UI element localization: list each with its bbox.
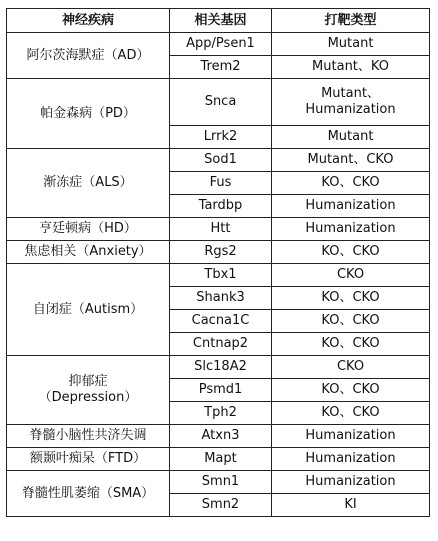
disease-cell: 额颞叶痴呆（FTD） [7, 448, 170, 471]
model-type-cell: KO、CKO [272, 310, 430, 333]
table-row [7, 218, 430, 241]
gene-cell: Smn2 [170, 494, 272, 517]
disease-cell: 渐冻症（ALS） [7, 149, 170, 218]
model-type-cell: CKO [272, 356, 430, 379]
disease-cell: 亨廷顿病（HD） [7, 218, 170, 241]
gene-cell: Shank3 [170, 287, 272, 310]
model-type-cell: KO、CKO [272, 287, 430, 310]
model-type-cell: Mutant、KO [272, 56, 430, 79]
model-type-cell: Humanization [272, 448, 430, 471]
model-type-cell: Humanization [272, 195, 430, 218]
header-row [7, 9, 430, 33]
model-type-cell: Mutant [272, 33, 430, 56]
table-row [7, 471, 430, 494]
table-row [7, 33, 430, 56]
model-type-cell: Humanization [272, 425, 430, 448]
gene-cell: Tardbp [170, 195, 272, 218]
model-type-cell: KO、CKO [272, 402, 430, 425]
gene-cell: Fus [170, 172, 272, 195]
table-row [7, 241, 430, 264]
gene-cell: Tbx1 [170, 264, 272, 287]
gene-cell: Rgs2 [170, 241, 272, 264]
table-row [7, 149, 430, 172]
table-row [7, 79, 430, 126]
gene-cell: Htt [170, 218, 272, 241]
model-type-cell: KO、CKO [272, 241, 430, 264]
disease-cell: 脊髓性肌萎缩（SMA） [7, 471, 170, 517]
table-row [7, 264, 430, 287]
header-model-type: 打靶类型 [272, 9, 430, 33]
disease-cell: 帕金森病（PD） [7, 79, 170, 149]
table-body [7, 33, 430, 517]
table-row [7, 425, 430, 448]
gene-cell: Slc18A2 [170, 356, 272, 379]
gene-cell: Snca [170, 79, 272, 126]
model-type-cell: Mutant [272, 126, 430, 149]
model-type-cell: KO、CKO [272, 379, 430, 402]
header-gene: 相关基因 [170, 9, 272, 33]
model-type-cell: KI [272, 494, 430, 517]
disease-cell: 抑郁症 （Depression） [7, 356, 170, 425]
disease-cell: 焦虑相关（Anxiety） [7, 241, 170, 264]
disease-cell: 脊髓小脑性共济失调 [7, 425, 170, 448]
gene-cell: App/Psen1 [170, 33, 272, 56]
gene-cell: Psmd1 [170, 379, 272, 402]
table-row [7, 356, 430, 379]
gene-cell: Lrrk2 [170, 126, 272, 149]
gene-cell: Sod1 [170, 149, 272, 172]
gene-cell: Cntnap2 [170, 333, 272, 356]
gene-cell: Cacna1C [170, 310, 272, 333]
model-type-cell: Mutant、CKO [272, 149, 430, 172]
table-row [7, 448, 430, 471]
model-type-cell: Humanization [272, 218, 430, 241]
disease-gene-table [6, 8, 430, 517]
gene-cell: Smn1 [170, 471, 272, 494]
gene-cell: Mapt [170, 448, 272, 471]
model-type-cell: CKO [272, 264, 430, 287]
gene-cell: Trem2 [170, 56, 272, 79]
gene-cell: Tph2 [170, 402, 272, 425]
disease-cell: 自闭症（Autism） [7, 264, 170, 356]
gene-cell: Atxn3 [170, 425, 272, 448]
disease-cell: 阿尔茨海默症（AD） [7, 33, 170, 79]
header-disease: 神经疾病 [7, 9, 170, 33]
table-container [6, 8, 430, 517]
model-type-cell: KO、CKO [272, 172, 430, 195]
table-header [7, 9, 430, 33]
model-type-cell: Mutant、 Humanization [272, 79, 430, 126]
model-type-cell: Humanization [272, 471, 430, 494]
model-type-cell: KO、CKO [272, 333, 430, 356]
